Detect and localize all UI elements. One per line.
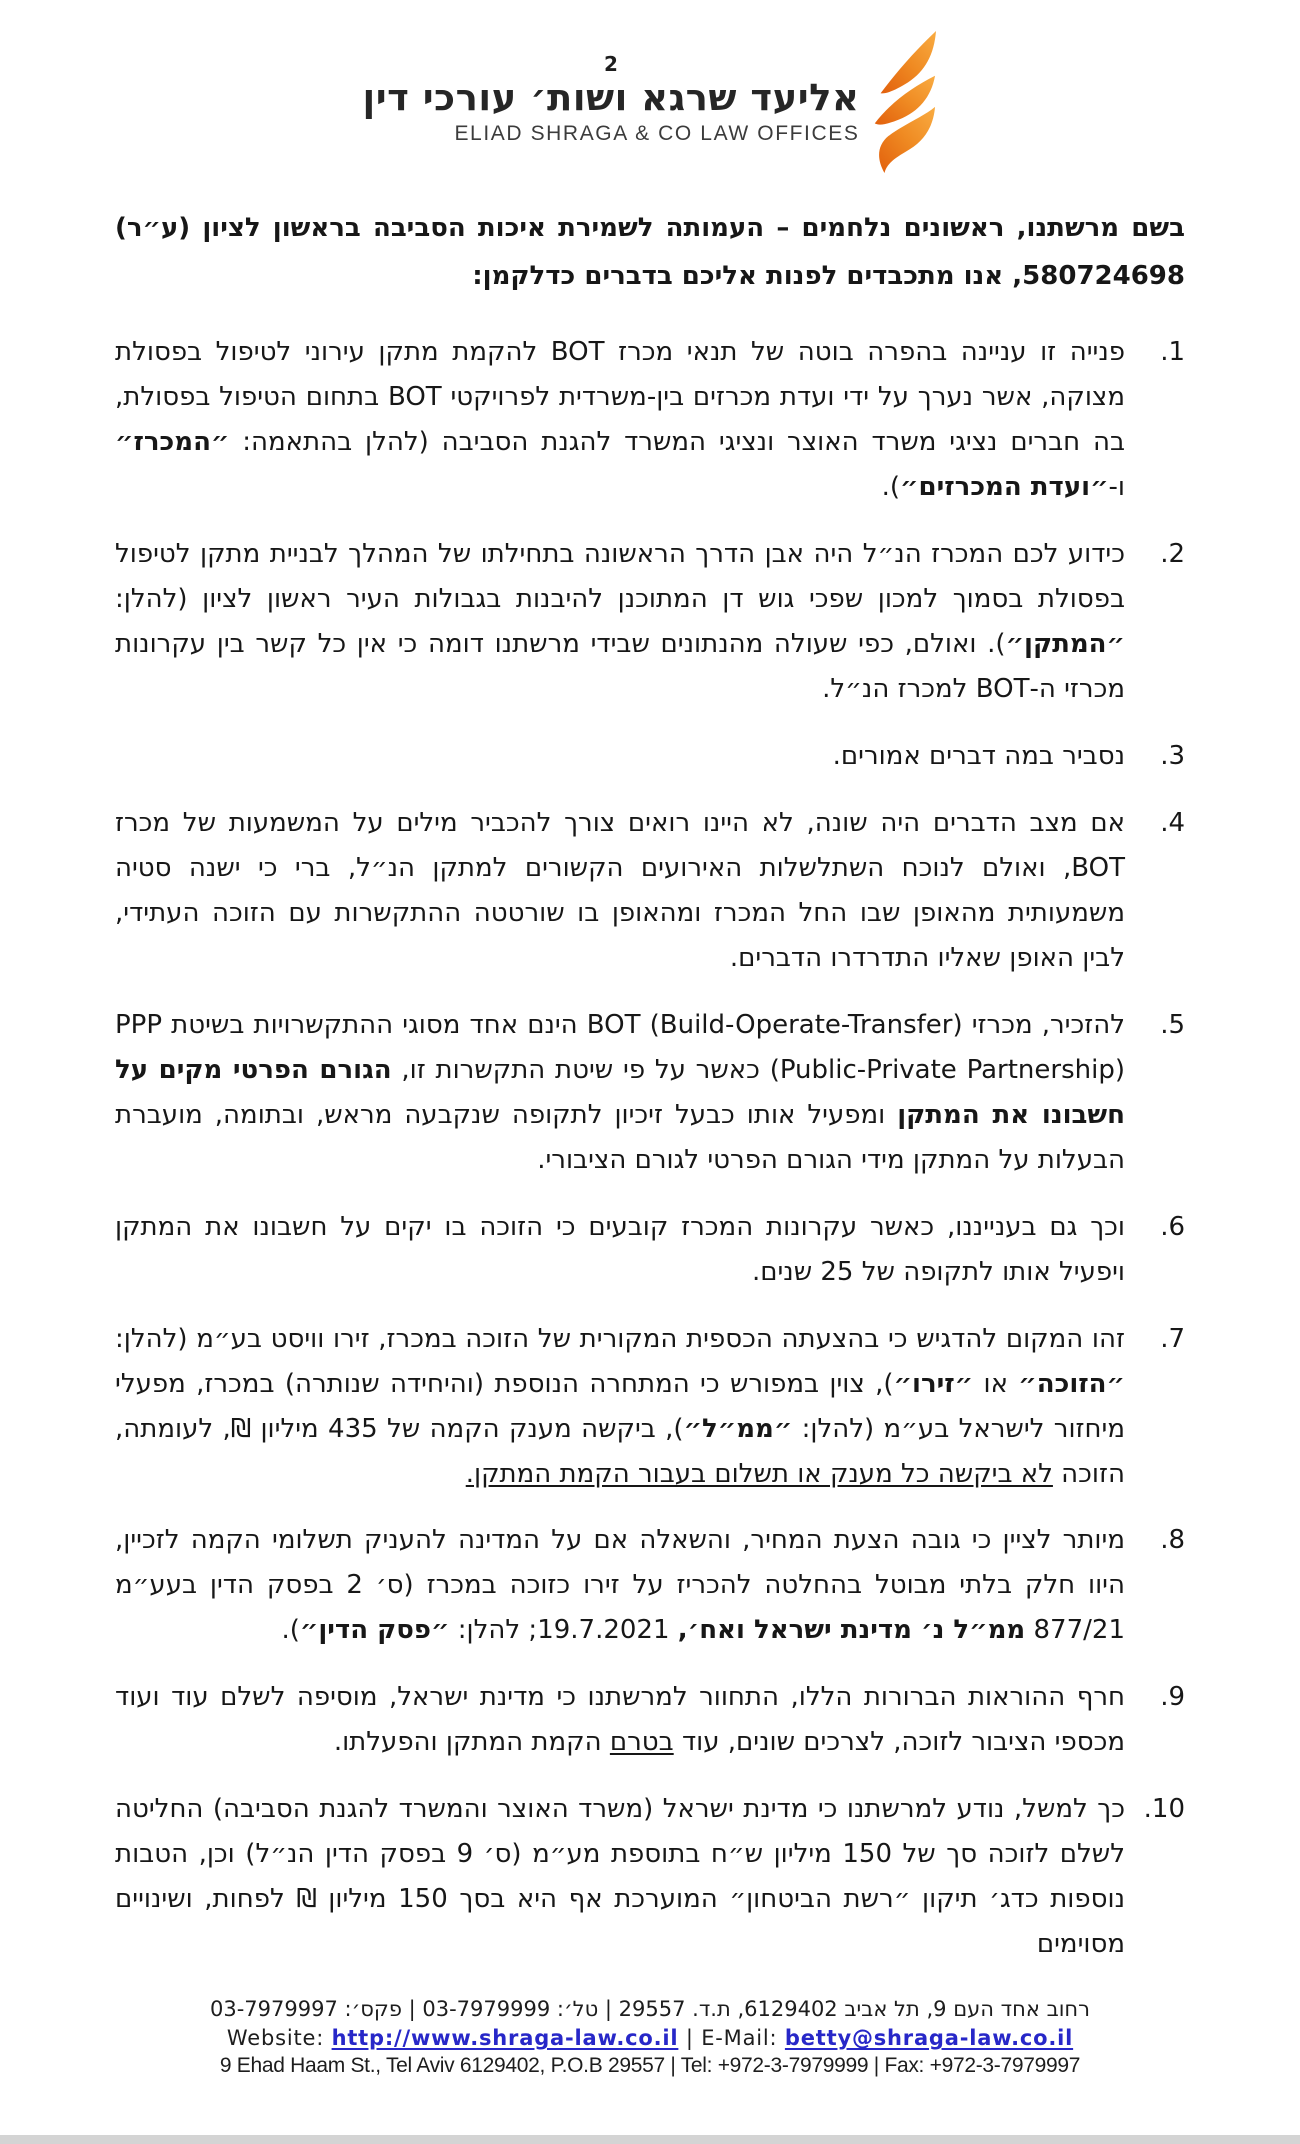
footer-website-link[interactable]: http://www.shraga-law.co.il bbox=[331, 2026, 679, 2051]
paragraph-text: זהו המקום להדגיש כי בהצעתה הכספית המקורית של הזוכה במכרז, זירו וויסט בע״מ (להלן: ״הזוכה״ או ״זירו״), צוין במפורש כי המתחרה הנוספת (והיחידה שנותרה) במכרז, מפעלי מיחזור לישראל בע״מ (להלן: ״ממ״ל״), ביקשה מענק הקמה של 435 מיליון ₪, לעומתה, הזוכה לא ביקשה כל מענק או תשלום בעבור הקמת המתקן. bbox=[115, 1323, 1126, 1489]
numbered-paragraph bbox=[115, 1787, 1185, 1967]
paragraph-number: 4. bbox=[1160, 807, 1185, 838]
paragraph-number: 6. bbox=[1160, 1211, 1185, 1242]
page-bottom-edge bbox=[0, 2135, 1300, 2144]
paragraph-text: חרף ההוראות הברורות הללו, התחוור למרשתנו כי מדינת ישראל, מוסיפה לשלם עוד ועוד מכספי הציבור לזוכה, לצרכים שונים, עוד בטרם הקמת המתקן והפעלתו. bbox=[115, 1682, 1125, 1758]
paragraph-number: 2. bbox=[1160, 539, 1185, 570]
letterhead bbox=[115, 28, 1185, 176]
footer-divider: | bbox=[685, 2026, 694, 2051]
paragraph-text: נסביר במה דברים אמורים. bbox=[832, 740, 1125, 771]
paragraph-text: להזכיר, מכרזי BOT (Build-Operate-Transfer) הינם אחד מסוגי ההתקשרויות בשיטת PPP (Public-Private Partnership) כאשר על פי שיטת התקשרות זו, הגורם הפרטי מקים על חשבונו את המתקן ומפעיל אותו כבעל זיכיון לתקופה שנקבעה מראש, ובתומה, מועברת הבעלות על המתקן מידי הגורם הפרטי לגורם הציבורי. bbox=[115, 1009, 1126, 1175]
paragraph-number: 5. bbox=[1160, 1009, 1185, 1040]
firm-name-english: ELIAD SHRAGA & CO LAW OFFICES bbox=[454, 121, 860, 145]
paragraph-number: 3. bbox=[1160, 740, 1185, 771]
paragraph-text: מיותר לציין כי גובה הצעת המחיר, והשאלה אם על המדינה להעניק תשלומי הקמה לזכיין, היוו חלק בלתי מבוטל בהחלטה להכריז על זירו כזוכה במכרז (ס׳ 2 בפסק הדין בעע״מ 877/21 ממ״ל נ׳ מדינת ישראל ואח׳, 19.7.2021; להלן: ״פסק הדין״). bbox=[115, 1525, 1125, 1646]
paragraph-number: 1. bbox=[1160, 337, 1185, 368]
numbered-paragraph bbox=[115, 330, 1185, 510]
numbered-paragraph bbox=[115, 1675, 1185, 1765]
paragraph-list bbox=[115, 330, 1185, 1967]
footer-website-label: Website: bbox=[226, 2026, 325, 2051]
footer bbox=[115, 1997, 1185, 2132]
paragraph-text: כך למשל, נודע למרשתנו כי מדינת ישראל (משרד האוצר והמשרד להגנת הסביבה) החליטה לשלם לזוכה סך של 150 מיליון ש״ח בתוספת מע״מ (ס׳ 9 בפסק הדין הנ״ל) וכן, הטבות נוספות כדג׳ תיקון ״רשת הביטחון״ המוערכת אף היא בסך 150 מיליון ₪ לפחות, ושינויים מסוימים bbox=[115, 1794, 1125, 1960]
numbered-paragraph bbox=[115, 801, 1185, 981]
numbered-paragraph bbox=[115, 1518, 1185, 1653]
footer-links-row bbox=[115, 2026, 1185, 2050]
numbered-paragraph bbox=[115, 1003, 1185, 1183]
paragraph-text: וכך גם בענייננו, כאשר עקרונות המכרז קובעים כי הזוכה בו יקים על חשבונו את המתקן ויפעיל אותו לתקופה של 25 שנים. bbox=[115, 1211, 1125, 1287]
paragraph-text: כידוע לכם המכרז הנ״ל היה אבן הדרך הראשונה בתחילתו של המהלך לבניית מתקן לטיפול בפסולת בסמוך למכון שפכי גוש דן המתוכנן להיבנות בגבולות העיר ראשון לציון (להלן: ״המתקן״). ואולם, כפי שעולה מהנתונים שבידי מרשתנו דומה כי אין כל קשר בין עקרונות מכרזי ה-BOT למכרז הנ״ל. bbox=[115, 539, 1125, 704]
numbered-paragraph bbox=[115, 1205, 1185, 1295]
paragraph-number: 7. bbox=[1160, 1323, 1185, 1354]
paragraph-text: פנייה זו עניינה בהפרה בוטה של תנאי מכרז BOT להקמת מתקן עירוני לטיפול בפסולת מצוקה, אשר נערך על ידי ועדת מכרזים בין-משרדית לפרויקטי BOT בתחום הטיפול בפסולת, בה חברים נציגי משרד האוצר ונציגי המשרד להגנת הסביבה (להלן בהתאמה: ״המכרז״ ו-״ועדת המכרזים״). bbox=[115, 337, 1125, 503]
page-number: 2 bbox=[604, 52, 618, 76]
footer-email-label: E-Mail: bbox=[701, 2026, 778, 2051]
firm-name-hebrew: אליעד שרגא ושות׳ עורכי דין bbox=[362, 76, 860, 119]
paragraph-number: 9. bbox=[1160, 1682, 1185, 1713]
footer-address-hebrew: רחוב אחד העם 9, תל אביב 6129402, ת.ד. 29557 | טל׳: 03-7979999 | פקס׳: 03-7979997 bbox=[210, 1997, 1090, 2022]
numbered-paragraph bbox=[115, 1317, 1185, 1497]
numbered-paragraph bbox=[115, 734, 1185, 779]
footer-email-link[interactable]: betty@shraga-law.co.il bbox=[784, 2026, 1074, 2051]
intro-paragraph: בשם מרשתנו, ראשונים נלחמים – העמותה לשמירת איכות הסביבה בראשון לציון (ע״ר) 580724698, אנו מתכבדים לפנות אליכם בדברים כדלקמן: bbox=[115, 213, 1185, 292]
numbered-paragraph bbox=[115, 532, 1185, 712]
footer-address-english: 9 Ehad Haam St., Tel Aviv 6129402, P.O.B 29557 | Tel: +972-3-7979999 | Fax: +972-3-7979997 bbox=[219, 2054, 1081, 2078]
paragraph-number: 10. bbox=[1143, 1794, 1185, 1825]
paragraph-text: אם מצב הדברים היה שונה, לא היינו רואים צורך להכביר מילים על המשמעות של מכרז BOT, ואולם לנוכח השתלשלות האירועים הקשורים למתקן הנ״ל, ברי כי ישנה סטיה משמעותית מהאופן שבו החל המכרז ומהאופן בו שורטטה ההתקשרות עם הזוכה העתידי, לבין האופן שאליו התדרדרו הדברים. bbox=[115, 807, 1125, 973]
flame-logo-icon bbox=[867, 28, 937, 176]
paragraph-number: 8. bbox=[1160, 1525, 1185, 1556]
